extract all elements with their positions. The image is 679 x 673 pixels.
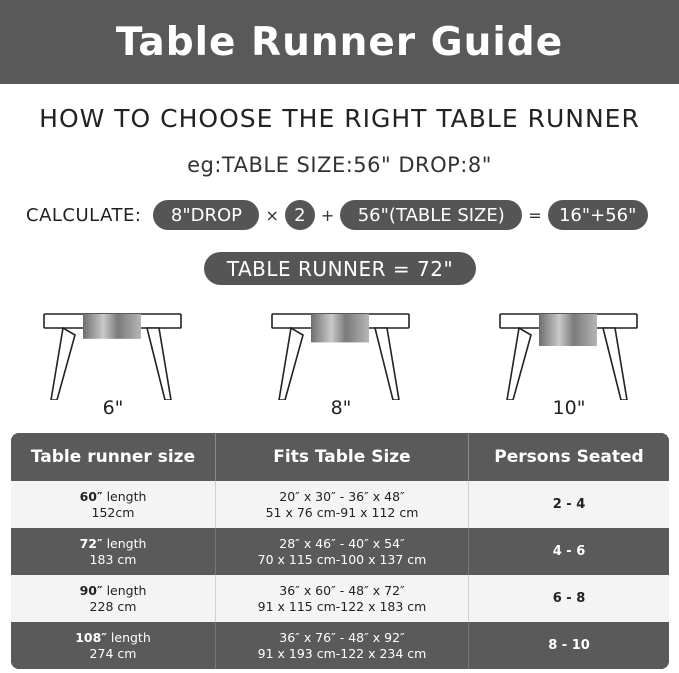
table-leg [51, 328, 75, 400]
calculate-label: CALCULATE: [26, 204, 142, 226]
table-drawing [43, 305, 183, 400]
drop-label: 8" [330, 397, 352, 419]
fits-inches: 28″ x 46″ - 40″ x 54″ [279, 535, 405, 551]
table-leg [603, 328, 627, 400]
header-runner-size: Table runner size [11, 433, 216, 481]
header-fits-table-size: Fits Table Size [216, 433, 469, 481]
persons-cell: 6 - 8 [552, 590, 586, 606]
drop-pill: 8"DROP [153, 200, 259, 230]
table-illustration-6 [43, 305, 183, 425]
runner-size-cell [11, 622, 216, 669]
equals-sign: = [528, 205, 542, 225]
calculation-row [26, 199, 648, 231]
page-title: Table Runner Guide [115, 19, 564, 65]
table-leg [279, 328, 303, 400]
drop-label: 6" [102, 397, 124, 419]
length-word: length [106, 535, 147, 551]
size-table [11, 433, 669, 669]
length-cm: 274 cm [89, 645, 137, 661]
fits-size-cell [216, 481, 469, 528]
length-inches: 90″ [79, 582, 103, 598]
table-row [11, 481, 669, 528]
header-banner [0, 0, 679, 84]
table-drawing [499, 305, 639, 400]
fits-inches: 36″ x 76″ - 48″ x 92″ [279, 629, 405, 645]
persons-cell: 8 - 10 [548, 637, 590, 653]
fits-size-cell [216, 622, 469, 669]
length-word: length [110, 629, 151, 645]
runner-swatch [83, 314, 141, 339]
table-row [11, 622, 669, 669]
length-inches: 72″ [79, 535, 103, 551]
table-drawing [271, 305, 411, 400]
table-size-pill: 56"(TABLE SIZE) [340, 200, 522, 230]
times-sign: × [265, 205, 279, 225]
table-header-row [11, 433, 669, 481]
length-inches: 108″ [75, 629, 107, 645]
table-illustration-10 [499, 305, 639, 425]
runner-swatch [539, 314, 597, 346]
header-persons-seated: Persons Seated [494, 447, 644, 467]
fits-cm: 51 x 76 cm-91 x 112 cm [265, 504, 419, 520]
result-pill: TABLE RUNNER = 72" [204, 252, 476, 285]
fits-cm: 91 x 193 cm-122 x 234 cm [257, 645, 427, 661]
fits-size-cell [216, 575, 469, 622]
fits-inches: 20″ x 30″ - 36″ x 48″ [279, 488, 405, 504]
table-row [11, 528, 669, 575]
table-illustration-8 [271, 305, 411, 425]
table-row [11, 575, 669, 622]
plus-sign: + [320, 205, 335, 225]
runner-swatch [311, 314, 369, 342]
sum-pill: 16"+56" [548, 200, 648, 230]
example-line: eg:TABLE SIZE:56" DROP:8" [187, 153, 492, 177]
fits-inches: 36″ x 60″ - 48″ x 72″ [279, 582, 405, 598]
length-cm: 152cm [91, 504, 135, 520]
multiplier-pill: 2 [285, 200, 315, 230]
drop-illustrations [0, 305, 679, 425]
length-word: length [106, 582, 147, 598]
fits-cm: 91 x 115 cm-122 x 183 cm [257, 598, 427, 614]
persons-cell: 4 - 6 [552, 543, 586, 559]
table-leg [147, 328, 171, 400]
fits-cm: 70 x 115 cm-100 x 137 cm [257, 551, 427, 567]
drop-label: 10" [552, 397, 586, 419]
table-leg [375, 328, 399, 400]
length-cm: 228 cm [89, 598, 137, 614]
fits-size-cell [216, 528, 469, 575]
length-inches: 60″ [79, 488, 103, 504]
length-cm: 183 cm [89, 551, 137, 567]
length-word: length [106, 488, 147, 504]
intro-heading: HOW TO CHOOSE THE RIGHT TABLE RUNNER [39, 104, 640, 133]
runner-size-cell [11, 575, 216, 622]
table-leg [507, 328, 531, 400]
runner-size-cell [11, 528, 216, 575]
runner-size-cell [11, 481, 216, 528]
persons-cell: 2 - 4 [552, 496, 586, 512]
